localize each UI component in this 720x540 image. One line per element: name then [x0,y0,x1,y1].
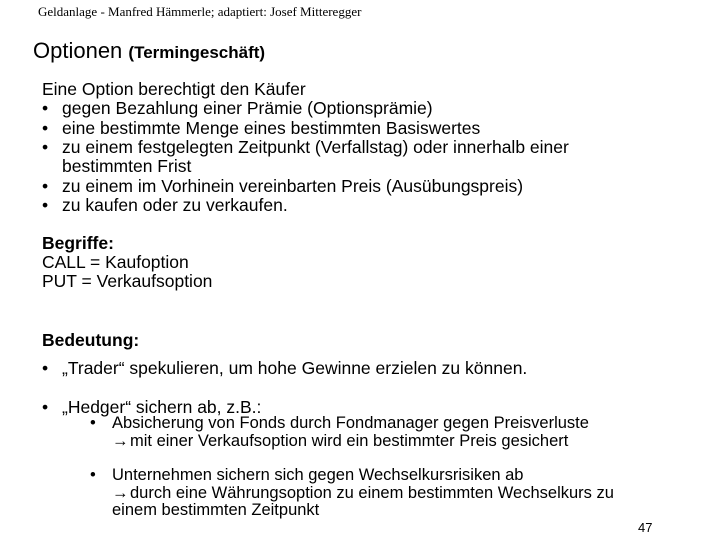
bedeutung-item-trader: • „Trader“ spekulieren, um hohe Gewinne erzielen zu können. [42,358,528,378]
title-subtitle: (Termingeschäft) [128,43,266,62]
hedger-sub-item-arrow-line: →mit einer Verkaufsoption wird ein bestimmter Preis gesichert [112,432,569,450]
bedeutung-item-hedger: • „Hedger“ sichern ab, z.B.: [42,397,262,417]
bullet-icon: • [90,466,96,484]
document-header: Geldanlage - Manfred Hämmerle; adaptiert: Josef Mitteregger [38,4,362,19]
arrow-right-icon: → [112,484,129,502]
bullet-icon: • [42,397,49,417]
intro-list-item: • zu kaufen oder zu verkaufen. [42,195,288,215]
hedger-sub-item: • Unternehmen sichern sich gegen Wechselkursrisiken ab [90,466,524,484]
intro-list-item: • eine bestimmte Menge eines bestimmten Basiswertes [42,118,481,138]
intro-list-item: • zu einem festgelegten Zeitpunkt (Verfallstag) oder innerhalb einer [42,137,569,157]
intro-list-item-continuation: bestimmten Frist [62,156,192,176]
hedger-sub-item-continuation: einem bestimmten Zeitpunkt [112,501,320,519]
title-main: Optionen [33,38,123,63]
intro-lead: Eine Option berechtigt den Käufer [42,79,306,99]
hedger-sub-item-arrow-line: →durch eine Währungsoption zu einem bestimmten Wechselkurs zu [112,484,614,502]
begriffe-call: CALL = Kaufoption [42,252,189,272]
begriffe-put: PUT = Verkaufsoption [42,271,213,291]
intro-list-item: • gegen Bezahlung einer Prämie (Optionsprämie) [42,98,433,118]
bullet-icon: • [90,414,96,432]
bullet-icon: • [42,118,49,138]
bedeutung-heading: Bedeutung: [42,330,140,350]
arrow-right-icon: → [112,432,129,450]
bullet-icon: • [42,98,49,118]
bullet-icon: • [42,358,49,378]
page-number: 47 [638,520,653,535]
bullet-icon: • [42,176,49,196]
intro-list-item: • zu einem im Vorhinein vereinbarten Preis (Ausübungspreis) [42,176,524,196]
bullet-icon: • [42,195,49,215]
begriffe-heading: Begriffe: [42,233,114,253]
bullet-icon: • [42,137,49,157]
hedger-sub-item: • Absicherung von Fonds durch Fondmanager gegen Preisverluste [90,414,589,432]
page-title [33,38,265,64]
